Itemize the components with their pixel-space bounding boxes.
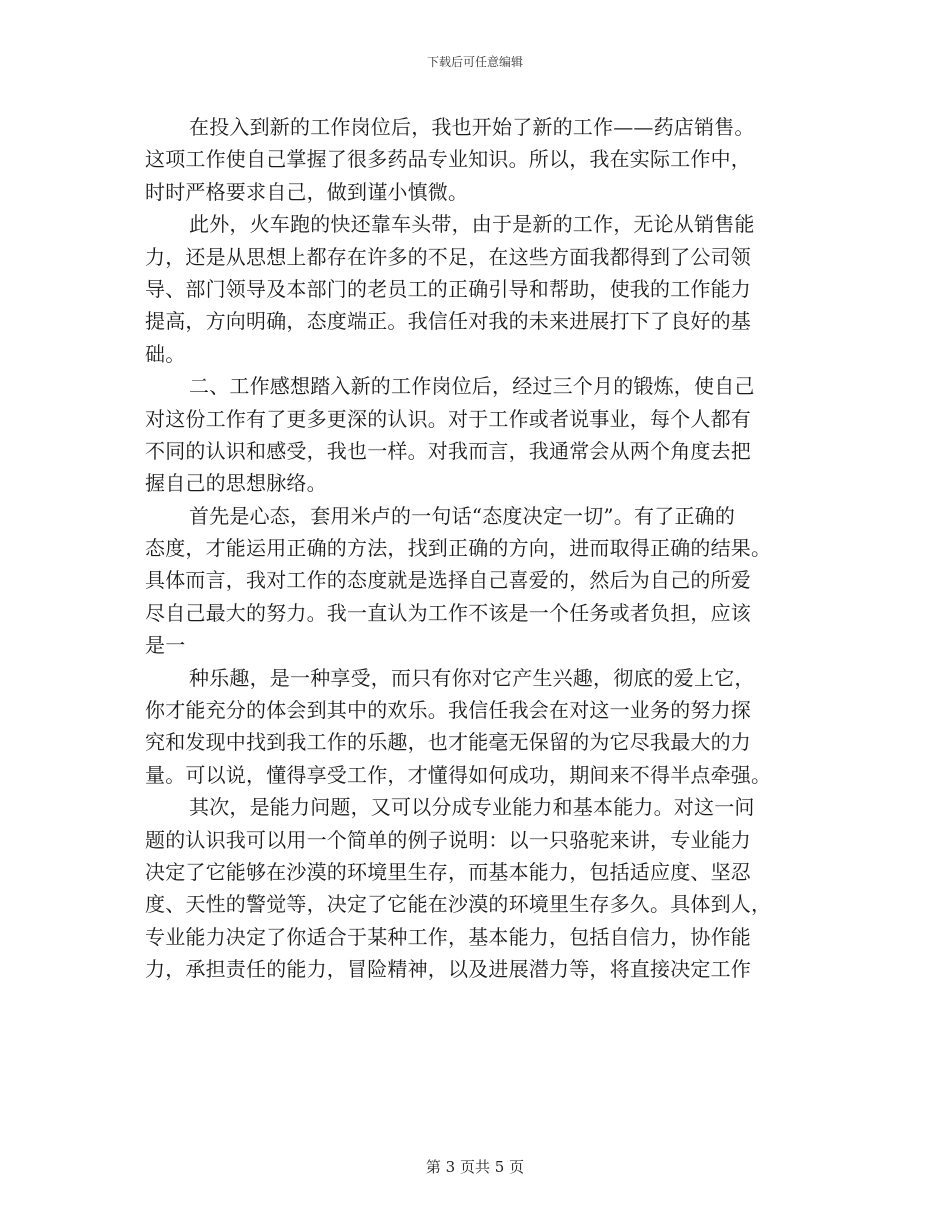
text-line: 种乐趣，是一种享受，而只有你对它产生兴趣，彻底的爱上它， [189,665,755,690]
text-line: 量。可以说，懂得享受工作，才懂得如何成功，期间来不得半点牵强。 [145,762,772,787]
text-line: 题的认识我可以用一个简单的例子说明：以一只骆驼来讲，专业能力 [145,827,751,852]
text-line: 导、部门领导及本部门的老员工的正确引导和帮助，使我的工作能力 [145,276,751,301]
text-line: 究和发现中找到我工作的乐趣，也才能毫无保留的为它尽我最大的力 [145,730,751,755]
page-number: 第 3 页共 5 页 [425,1158,525,1176]
document-body [145,111,805,986]
text-line: 力，承担责任的能力，冒险精神，以及进展潜力等，将直接决定工作 [145,957,751,982]
text-line: 首先是心态，套用米卢的一句话“态度决定一切”。有了正确的 [189,503,736,528]
text-line: 此外，火车跑的快还靠车头带，由于是新的工作，无论从销售能 [189,212,755,237]
text-line: 时时严格要求自己，做到谨小慎微。 [145,179,469,204]
text-line: 度、天性的警觉等，决定了它能在沙漠的环境里生存多久。具体到人， [145,892,772,917]
text-line: 对这份工作有了更多更深的认识。对于工作或者说事业，每个人都有 [145,406,751,431]
text-line: 力，还是从思想上都存在许多的不足，在这些方面我都得到了公司领 [145,244,751,269]
page-header: 下载后可任意编辑 [426,55,523,69]
text-line: 专业能力决定了你适合于某种工作，基本能力，包括自信力，协作能 [145,924,751,949]
text-line: 这项工作使自己掌握了很多药品专业知识。所以，我在实际工作中， [145,147,751,172]
text-line: 态度，才能运用正确的方法，找到正确的方向，进而取得正确的结果。 [145,536,772,561]
text-line: 不同的认识和感受，我也一样。对我而言，我通常会从两个角度去把 [145,438,751,463]
text-line: 你才能充分的体会到其中的欢乐。我信任我会在对这一业务的努力探 [145,698,751,723]
text-line: 握自己的思想脉络。 [145,471,327,496]
text-line: 础。 [145,341,186,366]
text-line: 决定了它能够在沙漠的环境里生存，而基本能力，包括适应度、坚忍 [145,859,751,884]
text-line: 二、工作感想踏入新的工作岗位后，经过三个月的锻炼，使自己 [189,374,755,399]
text-line: 其次，是能力问题，又可以分成专业能力和基本能力。对这一问 [189,795,755,820]
text-line: 提高，方向明确，态度端正。我信任对我的未来进展打下了良好的基 [145,309,751,334]
text-line: 在投入到新的工作岗位后，我也开始了新的工作——药店销售。 [189,115,755,139]
text-line: 是一 [145,633,186,658]
text-line: 具体而言，我对工作的态度就是选择自己喜爱的，然后为自己的所爱 [145,568,751,593]
text-line: 尽自己最大的努力。我一直认为工作不该是一个任务或者负担，应该 [145,600,751,625]
